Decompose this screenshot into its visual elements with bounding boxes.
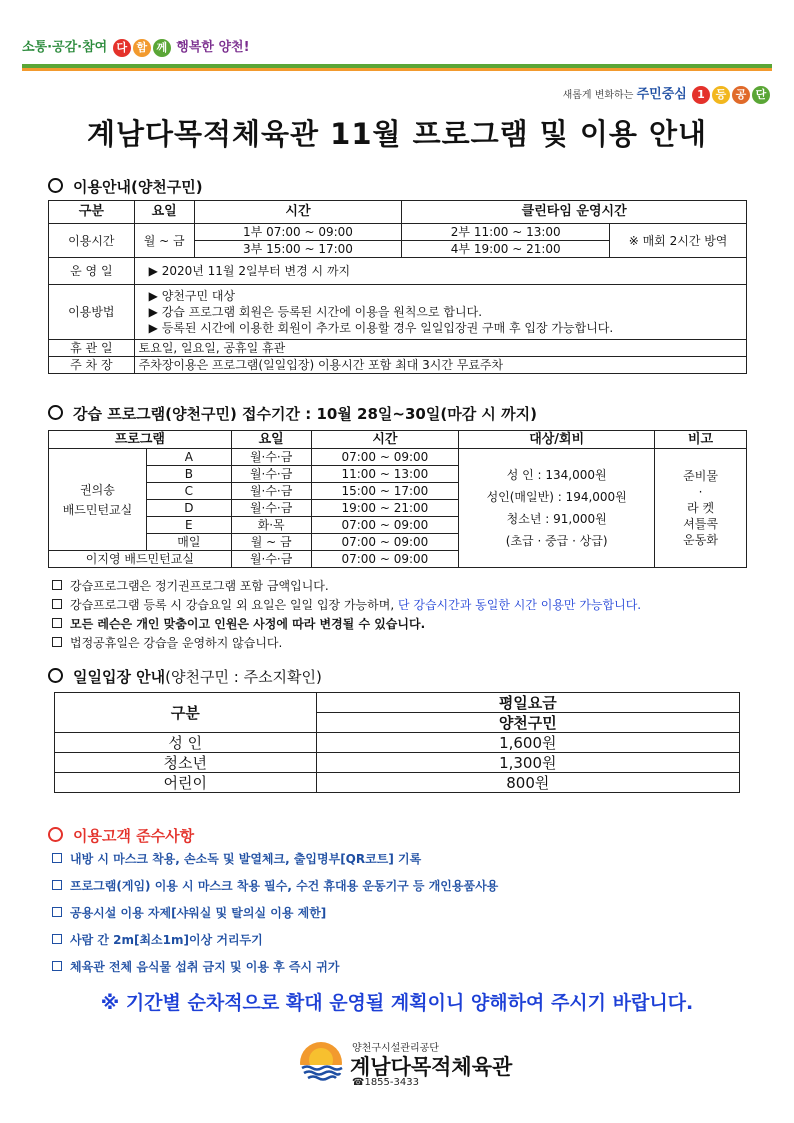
program-last-time: 07:00 ~ 09:00 [311, 551, 459, 568]
slot-3: 3부 15:00 ~ 17:00 [194, 241, 402, 258]
slogan-badge-2: 함 [133, 39, 151, 57]
rule-item: 공용시설 이용 자제[샤워실 및 탈의실 이용 제한] [52, 900, 498, 927]
program-time: 11:00 ~ 13:00 [311, 466, 459, 483]
footer-org-name: 계남다목적체육관 [350, 1055, 513, 1079]
slot-2: 2부 11:00 ~ 13:00 [402, 224, 610, 241]
rule-item: 사람 간 2m[최소1m]이상 거리두기 [52, 927, 498, 954]
usage-header-day: 요일 [134, 201, 194, 224]
program-last-name: 이지영 배드민턴교실 [49, 551, 232, 568]
program-last-days: 월·수·금 [231, 551, 311, 568]
program-group-name-line2: 배드민턴교실 [62, 502, 133, 517]
program-fees [459, 449, 655, 568]
program-header-time: 시간 [311, 431, 459, 449]
program-notes [52, 577, 641, 653]
daily-header-resident: 양천구민 [316, 713, 739, 733]
program-class: B [146, 466, 231, 483]
checkbox-icon [52, 880, 62, 890]
program-days: 월·수·금 [231, 500, 311, 517]
brand-slogan [563, 83, 770, 104]
note-3: 모든 레슨은 개인 맞춤이고 인원은 사정에 따라 변경될 수 있습니다. [52, 615, 641, 634]
program-class: 매일 [146, 534, 231, 551]
program-class: D [146, 500, 231, 517]
method-label: 이용방법 [49, 285, 135, 340]
brand-slogan-small: 새롭게 변화하는 [562, 90, 634, 101]
rules-section-title-text: 이용고객 준수사항 [73, 827, 195, 845]
daily-section-subtitle: (양천구민 : 주소지확인) [165, 668, 322, 686]
slogan-left: 소통·공감·참여 [22, 40, 108, 55]
note-2: 강습프로그램 등록 시 강습요일 외 요일은 일일 입장 가능하며, 단 강습시간과 동일한 시간 이용만 가능합니다. [52, 596, 641, 615]
program-header-remark: 비고 [655, 431, 747, 449]
program-group-name [49, 449, 147, 551]
program-class: C [146, 483, 231, 500]
program-group-name-line1: 권의송 [80, 482, 115, 497]
usage-header-clean: 클린타임 운영시간 [402, 201, 747, 224]
header-slogan [22, 36, 250, 57]
circle-bullet-icon [48, 668, 63, 683]
program-table [48, 430, 747, 568]
hours-days: 월 ~ 금 [134, 224, 194, 258]
rules-section-title [48, 825, 194, 846]
operation-value: ▶ 2020년 11월 2일부터 변경 시 까지 [134, 258, 746, 285]
final-notice: ※ 기간별 순차적으로 확대 운영될 계획이니 양해하여 주시기 바랍니다. [100, 992, 694, 1014]
header-divider-orange [22, 68, 772, 71]
program-class: E [146, 517, 231, 534]
slogan-badge-1: 다 [113, 39, 131, 57]
usage-table [48, 200, 747, 374]
daily-fee: 1,600원 [316, 733, 739, 753]
note-4: 법정공휴일은 강습을 운영하지 않습니다. [52, 634, 641, 653]
usage-section-title [48, 176, 203, 197]
daily-type: 성 인 [55, 733, 317, 753]
daily-section-title [48, 666, 322, 687]
operation-label: 운 영 일 [49, 258, 135, 285]
usage-section-title-text: 이용안내(양천구민) [73, 178, 203, 196]
program-time: 07:00 ~ 09:00 [311, 534, 459, 551]
program-time: 15:00 ~ 17:00 [311, 483, 459, 500]
remark-5: 운동화 [683, 533, 718, 547]
page-title: 계남다목적체육관 11월 프로그램 및 이용 안내 [86, 117, 708, 151]
circle-bullet-icon [48, 405, 63, 420]
brand-slogan-strong: 주민중심 [636, 87, 687, 102]
program-class: A [146, 449, 231, 466]
brand-circle-4: 단 [752, 86, 770, 104]
daily-fee: 800원 [316, 773, 739, 793]
checkbox-icon [52, 961, 62, 971]
method-item-2: ▶ 강습 프로그램 회원은 등록된 시간에 이용을 원칙으로 합니다. [148, 305, 483, 319]
method-item-3: ▶ 등록된 시간에 이용한 회원이 추가로 이용할 경우 일일입장권 구매 후 입장 가능합니다. [148, 321, 614, 335]
daily-fee: 1,300원 [316, 753, 739, 773]
hours-label: 이용시간 [49, 224, 135, 258]
brand-circle-1: 1 [692, 86, 710, 104]
slot-1: 1부 07:00 ~ 09:00 [194, 224, 402, 241]
program-time: 19:00 ~ 21:00 [311, 500, 459, 517]
program-days: 화·목 [231, 517, 311, 534]
parking-label: 주 차 장 [49, 357, 135, 374]
program-time: 07:00 ~ 09:00 [311, 517, 459, 534]
program-section-title-text: 강습 프로그램(양천구민) 접수기간 : 10월 28일~30일(마감 시 까지) [73, 405, 537, 423]
checkbox-icon [52, 637, 62, 647]
daily-section-title-text: 일일입장 안내 [73, 668, 166, 686]
method-item-1: ▶ 양천구민 대상 [148, 289, 236, 303]
remark-1: 준비물 [683, 469, 718, 483]
program-days: 월·수·금 [231, 483, 311, 500]
program-time: 07:00 ~ 09:00 [311, 449, 459, 466]
slogan-right: 행복한 양천! [176, 40, 250, 55]
closed-value: 토요일, 일요일, 공휴일 휴관 [134, 340, 746, 357]
daily-table [54, 692, 740, 793]
slogan-badge-3: 께 [153, 39, 171, 57]
program-header-program: 프로그램 [49, 431, 232, 449]
checkbox-icon [52, 618, 62, 628]
checkbox-icon [52, 580, 62, 590]
circle-bullet-icon [48, 827, 63, 842]
fee-adult-daily: 성인(매일반) : 194,000원 [486, 490, 627, 504]
rules-list [52, 846, 498, 981]
program-days: 월·수·금 [231, 449, 311, 466]
usage-header-type: 구분 [49, 201, 135, 224]
daily-header-fee: 평일요금 [316, 693, 739, 713]
daily-type: 어린이 [55, 773, 317, 793]
fee-adult: 성 인 : 134,000원 [506, 468, 607, 482]
slot-4: 4부 19:00 ~ 21:00 [402, 241, 610, 258]
sun-wave-logo-icon [298, 1040, 344, 1086]
program-header-fee: 대상/회비 [459, 431, 655, 449]
note-1: 강습프로그램은 정기권프로그램 포함 금액입니다. [52, 577, 641, 596]
footer-phone: ☎1855-3433 [352, 1077, 419, 1088]
program-days: 월 ~ 금 [231, 534, 311, 551]
footer-org-small: 양천구시설관리공단 [352, 1043, 439, 1054]
remark-2: · [698, 485, 703, 499]
brand-circle-3: 공 [732, 86, 750, 104]
program-header-day: 요일 [231, 431, 311, 449]
fee-youth: 청소년 : 91,000원 [506, 512, 607, 526]
circle-bullet-icon [48, 178, 63, 193]
checkbox-icon [52, 934, 62, 944]
closed-label: 휴 관 일 [49, 340, 135, 357]
checkbox-icon [52, 599, 62, 609]
brand-circle-2: 등 [712, 86, 730, 104]
daily-header-type: 구분 [55, 693, 317, 733]
daily-type: 청소년 [55, 753, 317, 773]
rule-item: 체육관 전체 음식물 섭취 금지 및 이용 후 즉시 귀가 [52, 954, 498, 981]
checkbox-icon [52, 907, 62, 917]
program-days: 월·수·금 [231, 466, 311, 483]
program-remarks [655, 449, 747, 568]
checkbox-icon [52, 853, 62, 863]
remark-4: 셔틀콕 [683, 517, 718, 531]
usage-header-time: 시간 [194, 201, 402, 224]
remark-3: 라 켓 [687, 501, 715, 515]
parking-value: 주차장이용은 프로그램(일일입장) 이용시간 포함 최대 3시간 무료주차 [134, 357, 746, 374]
fee-levels: (초급 · 중급 · 상급) [505, 534, 608, 548]
clean-note: ※ 매회 2시간 방역 [610, 224, 747, 258]
rule-item: 프로그램(게임) 이용 시 마스크 착용 필수, 수건 휴대용 운동기구 등 개인용품사용 [52, 873, 498, 900]
rule-item: 내방 시 마스크 착용, 손소독 및 발열체크, 출입명부[QR코트] 기록 [52, 846, 498, 873]
program-section-title [48, 403, 537, 424]
